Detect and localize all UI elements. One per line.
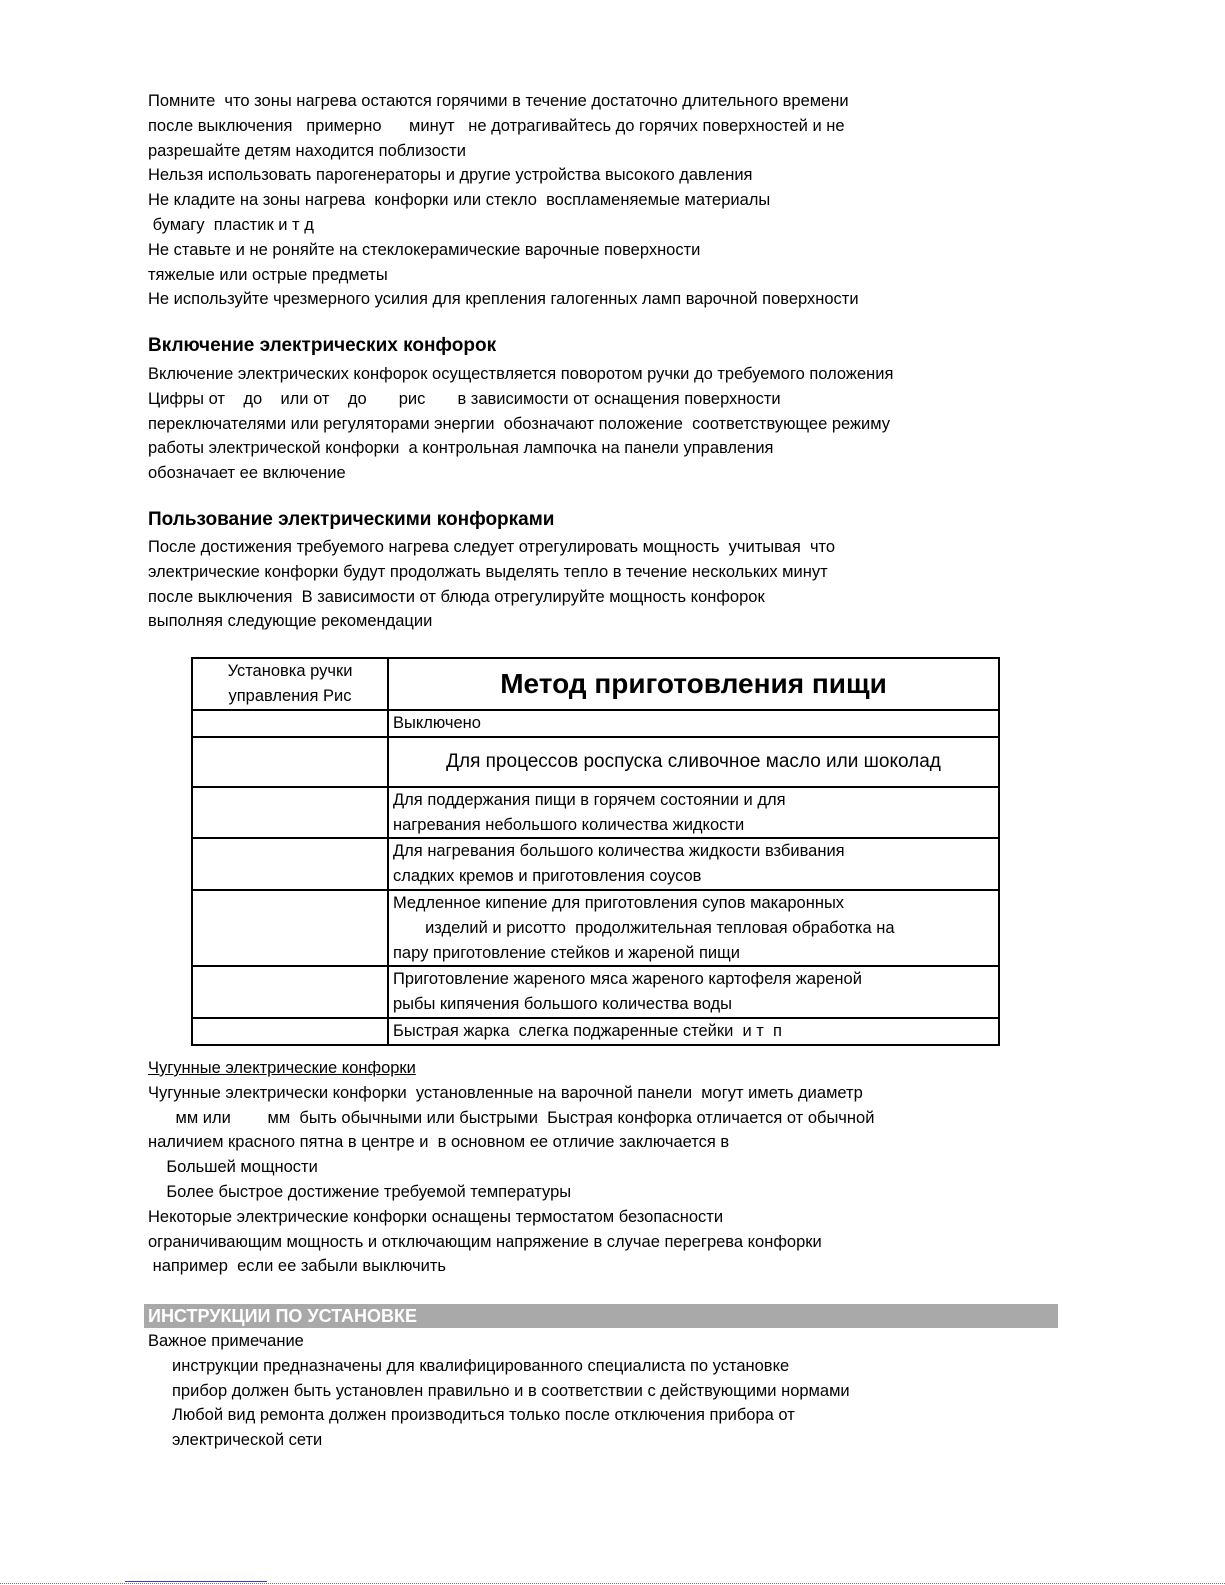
method-cell [388, 966, 999, 1018]
method-line: Быстрая жарка слегка поджаренные стейки и т п [393, 1021, 782, 1040]
table-row [192, 787, 999, 839]
intro-line: Нельзя использовать парогенераторы и другие устройства высокого давления [148, 166, 753, 185]
method-cell [388, 1018, 999, 1045]
section-heading-switching-on: Включение электрических конфорок [148, 335, 497, 356]
knob-setting-cell [192, 890, 388, 966]
knob-setting-cell [192, 787, 388, 839]
paragraph-line: переключателями или регуляторами энергии обозначают положение соответствующее режиму [148, 414, 891, 433]
method-line: пару приготовление стейков и жареной пищи [393, 943, 740, 962]
method-line: Для нагревания большого количества жидкости взбивания [393, 842, 845, 861]
paragraph-line: Любой вид ремонта должен производиться только после отключения прибора от [172, 1406, 795, 1425]
method-cell [388, 737, 999, 787]
method-line: Медленное кипение для приготовления супов макаронных [393, 893, 845, 912]
intro-line: бумагу пластик и т д [148, 215, 314, 234]
paragraph-line: прибор должен быть установлен правильно и в соответствии с действующими нормами [172, 1381, 850, 1400]
method-cell [388, 710, 999, 737]
section-switching-on-body [148, 362, 1048, 486]
header-knob-line: управления Рис [228, 687, 352, 705]
important-note-label: Важное примечание [148, 1332, 304, 1350]
paragraph-line: выполняя следующие рекомендации [148, 612, 433, 631]
method-cell [388, 890, 999, 966]
paragraph-line: например если ее забыли выключить [148, 1257, 446, 1276]
paragraph-line: Включение электрических конфорок осуществляется поворотом ручки до требуемого положения [148, 365, 894, 383]
paragraph-line: мм или мм быть обычными или быстрыми Быстрая конфорка отличается от обычной [148, 1108, 875, 1127]
table-row [192, 710, 999, 737]
method-cell [388, 787, 999, 839]
intro-line: после выключения примерно минут не дотрагивайтесь до горячих поверхностей и не [148, 116, 845, 135]
paragraph-line: наличием красного пятна в центре и в основном ее отличие заключается в [148, 1133, 730, 1152]
header-knob-setting [192, 658, 388, 710]
knob-setting-cell [192, 710, 388, 737]
header-cooking-method: Метод приготовления пищи [388, 658, 999, 710]
intro-line: Не используйте чрезмерного усилия для крепления галогенных ламп варочной поверхности [148, 290, 859, 309]
paragraph-line: инструкции предназначены для квалифицированного специалиста по установке [172, 1356, 790, 1375]
method-line: Приготовление жареного мяса жареного картофеля жареной [393, 970, 862, 989]
table-row [192, 890, 999, 966]
paragraph-line: После достижения требуемого нагрева следует отрегулировать мощность учитывая что [148, 538, 836, 556]
section-using-burners-body [148, 535, 1048, 634]
table-row [192, 737, 999, 787]
cooking-method-table [191, 657, 1000, 1046]
method-line: Для процессов роспуска сливочное масло или шоколад [446, 750, 941, 772]
paragraph-line: обозначает ее включение [148, 464, 346, 483]
paragraph-line: работы электрической конфорки а контрольная лампочка на панели управления [148, 439, 774, 458]
section-cast-iron-burners [148, 1056, 1048, 1279]
method-line: Для поддержания пищи в горячем состоянии и для [393, 790, 786, 809]
method-line: Выключено [393, 714, 481, 732]
knob-setting-cell [192, 1018, 388, 1045]
paragraph-line: Чугунные электрически конфорки установленные на варочной панели могут иметь диаметр [148, 1083, 863, 1102]
section-installation-body [148, 1329, 1048, 1453]
intro-line: Не кладите на зоны нагрева конфорки или стекло воспламеняемые материалы [148, 191, 771, 210]
intro-line: Не ставьте и не роняйте на стеклокерамические варочные поверхности [148, 240, 701, 259]
knob-setting-cell [192, 966, 388, 1018]
subheading-cast-iron: Чугунные электрические конфорки [148, 1059, 416, 1077]
method-line: сладких кремов и приготовления соусов [393, 867, 702, 886]
method-cell [388, 838, 999, 890]
table-row [192, 1018, 999, 1045]
knob-setting-cell [192, 838, 388, 890]
intro-line: Помните что зоны нагрева остаются горячими в течение достаточно длительного времени [148, 92, 849, 110]
section-heading-using-burners: Пользование электрическими конфорками [148, 509, 555, 530]
method-line: нагревания небольшого количества жидкости [393, 815, 745, 834]
knob-setting-cell [192, 737, 388, 787]
method-line: изделий и рисотто продолжительная тепловая обработка на [393, 918, 895, 937]
table-row [192, 838, 999, 890]
intro-warnings [148, 89, 1048, 312]
paragraph-line: ограничивающим мощность и отключающим напряжение в случае перегрева конфорки [148, 1232, 822, 1251]
footer-link-underline [125, 1581, 267, 1582]
page-bottom-rule [0, 1583, 1225, 1584]
paragraph-line: после выключения В зависимости от блюда отрегулируйте мощность конфорок [148, 587, 765, 606]
paragraph-line: Более быстрое достижение требуемой температуры [148, 1182, 572, 1201]
paragraph-line: Большей мощности [148, 1158, 318, 1177]
intro-line: тяжелые или острые предметы [148, 265, 388, 284]
paragraph-line: электрические конфорки будут продолжать выделять тепло в течение нескольких минут [148, 562, 828, 581]
paragraph-line: электрической сети [172, 1431, 323, 1450]
installation-banner: ИНСТРУКЦИИ ПО УСТАНОВКЕ [144, 1304, 1058, 1328]
method-line: рыбы кипячения большого количества воды [393, 995, 733, 1014]
paragraph-line: Цифры от до или от до рис в зависимости от оснащения поверхности [148, 389, 781, 408]
intro-line: разрешайте детям находится поблизости [148, 141, 466, 160]
table-header-row [192, 658, 999, 710]
header-knob-line: Установка ручки [227, 662, 353, 680]
paragraph-line: Некоторые электрические конфорки оснащены термостатом безопасности [148, 1207, 724, 1226]
table-row [192, 966, 999, 1018]
